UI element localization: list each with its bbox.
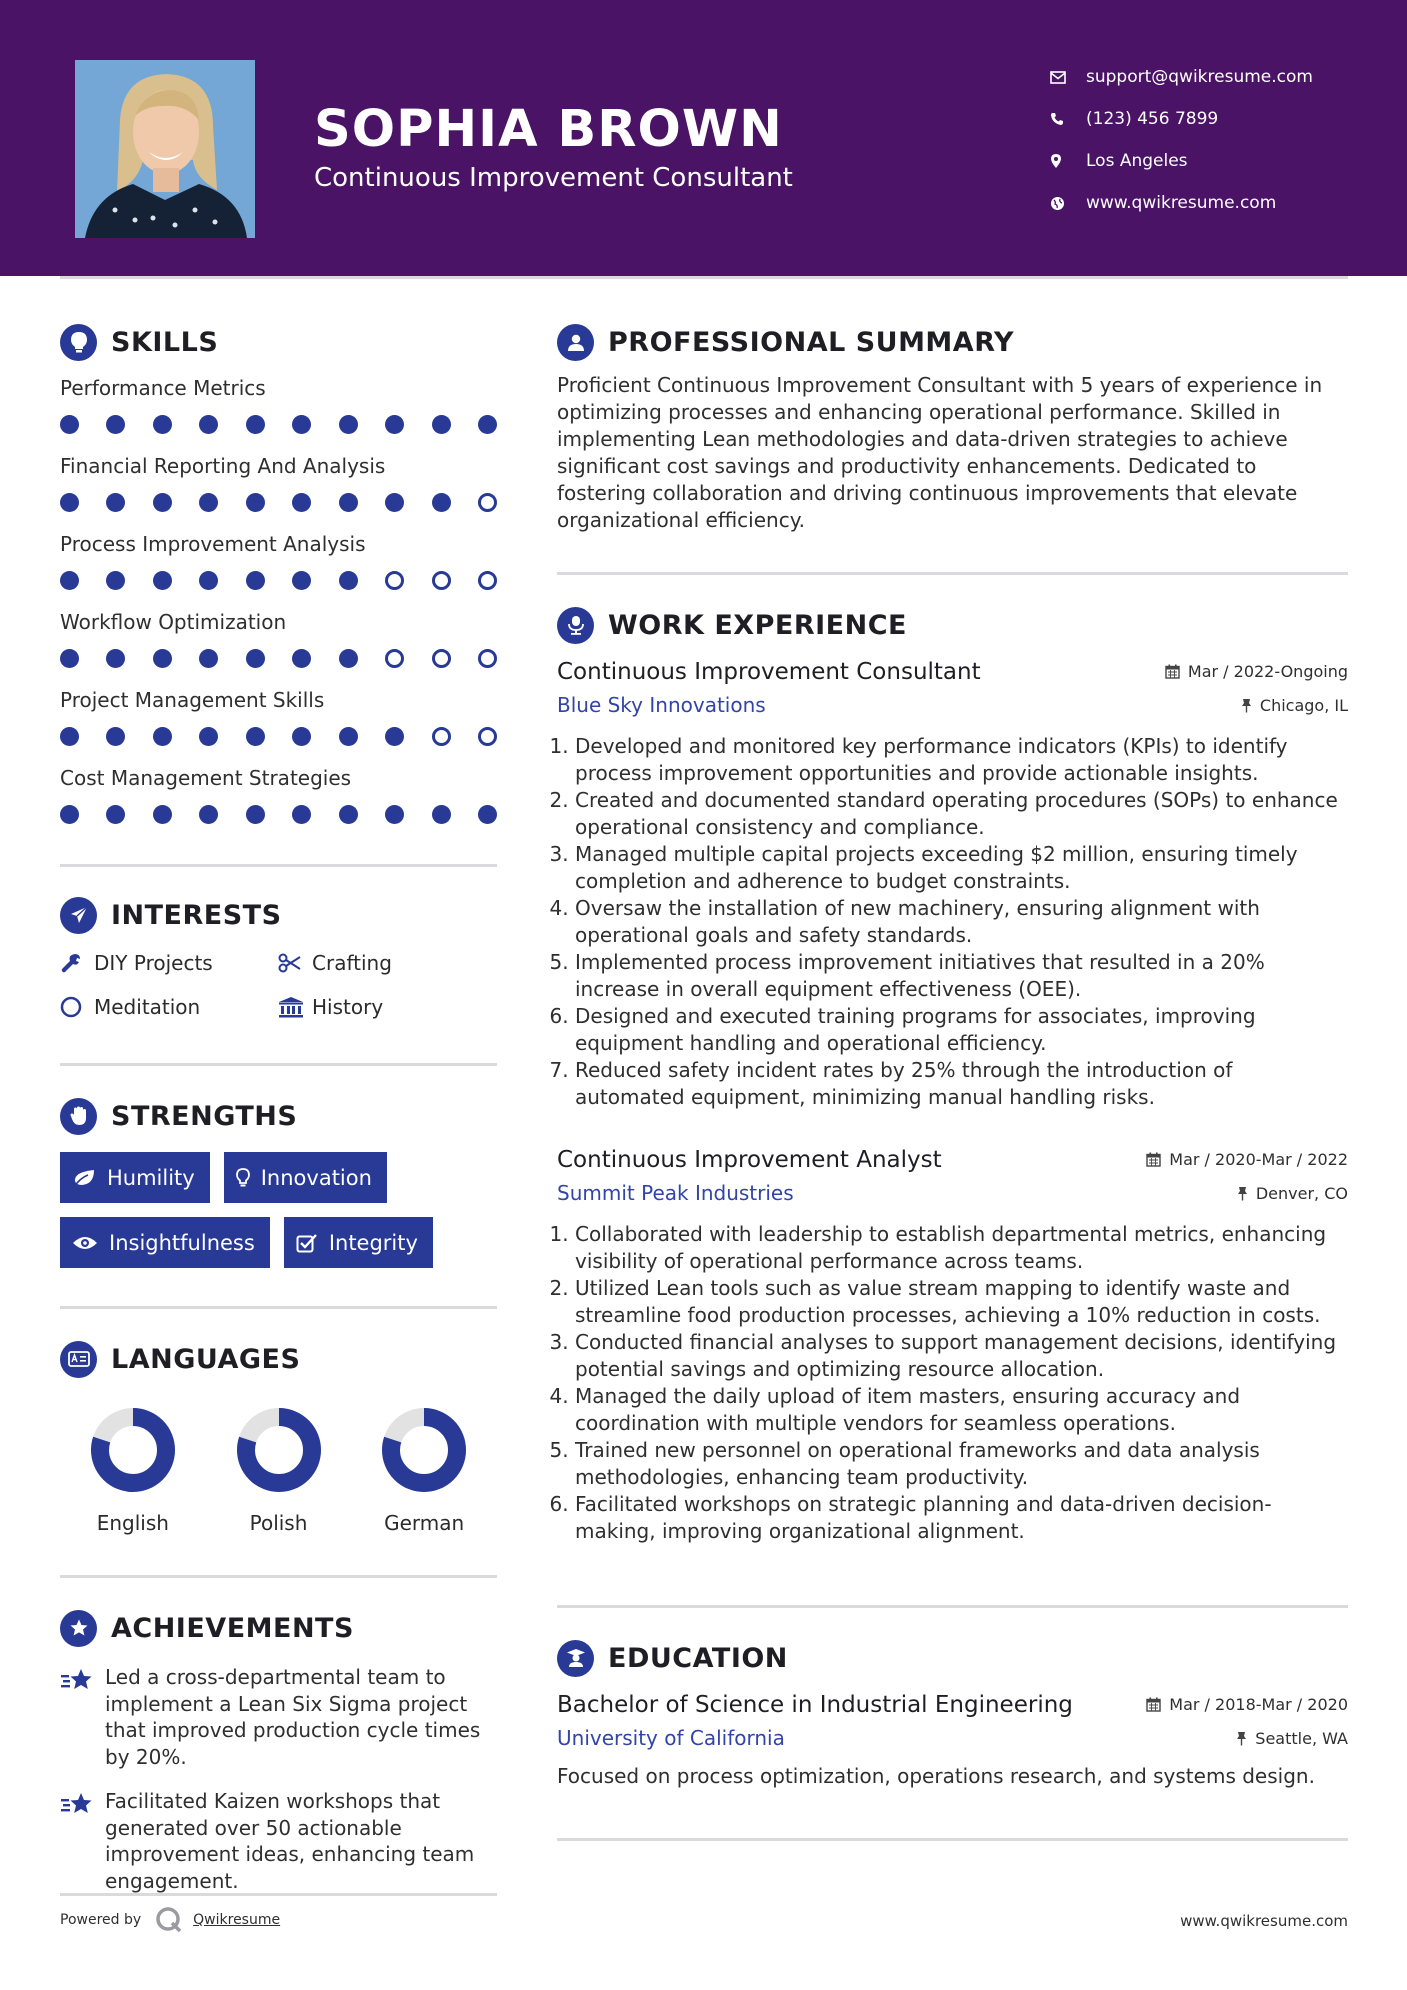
rating-dot-filled bbox=[339, 649, 358, 668]
language-name: English bbox=[96, 1511, 169, 1535]
candidate-title: Continuous Improvement Consultant bbox=[314, 163, 793, 193]
rating-dot-filled bbox=[199, 493, 218, 512]
job-location: Chicago, IL bbox=[1241, 696, 1348, 715]
phone-icon bbox=[1050, 112, 1086, 126]
rating-dot-filled bbox=[432, 805, 451, 824]
skill-rating bbox=[60, 722, 497, 750]
job-bullet: 3. Managed multiple capital projects exceeding $2 million, ensuring timely completion and adherence to budget constraints. bbox=[575, 841, 1348, 895]
rating-dot-empty bbox=[478, 727, 497, 746]
skill-rating bbox=[60, 644, 497, 672]
rating-dot-filled bbox=[106, 571, 125, 590]
rating-dot-filled bbox=[292, 727, 311, 746]
rating-dot-filled bbox=[339, 727, 358, 746]
experience-heading: WORK EXPERIENCE bbox=[557, 603, 1348, 647]
company-name: Summit Peak Industries bbox=[557, 1181, 794, 1205]
calendar-icon bbox=[1146, 1697, 1161, 1712]
wrench-icon bbox=[60, 952, 94, 974]
rating-dot-filled bbox=[199, 415, 218, 434]
rating-dot-filled bbox=[153, 415, 172, 434]
rating-dot-filled bbox=[339, 415, 358, 434]
skill-name: Project Management Skills bbox=[60, 688, 325, 712]
rating-dot-empty bbox=[432, 649, 451, 668]
rating-dot-filled bbox=[432, 415, 451, 434]
section-divider bbox=[60, 1575, 497, 1578]
job-bullet: 3. Conducted financial analyses to support management decisions, identifying potential savings and optimizing resource allocation. bbox=[575, 1329, 1348, 1383]
rating-dot-filled bbox=[60, 649, 79, 668]
interests-list bbox=[60, 949, 497, 1021]
education-dates: Mar / 2018-Mar / 2020 bbox=[1146, 1695, 1348, 1714]
rating-dot-empty bbox=[432, 571, 451, 590]
language-item bbox=[60, 1407, 206, 1535]
rating-dot-filled bbox=[106, 805, 125, 824]
graduate-icon bbox=[557, 1640, 594, 1677]
job-dates: Mar / 2022-Ongoing bbox=[1165, 662, 1348, 681]
section-divider bbox=[557, 1605, 1348, 1608]
skill-name: Performance Metrics bbox=[60, 376, 266, 400]
rating-dot-filled bbox=[385, 727, 404, 746]
profile-photo bbox=[75, 60, 255, 238]
skill-name: Workflow Optimization bbox=[60, 610, 287, 634]
header-divider bbox=[60, 276, 1348, 279]
education-heading: EDUCATION bbox=[557, 1636, 1348, 1680]
star-badge-icon bbox=[60, 1610, 97, 1647]
powered-by: Powered by Qwikresume bbox=[60, 1906, 280, 1934]
strength-tag: Integrity bbox=[284, 1217, 433, 1268]
skill-name: Financial Reporting And Analysis bbox=[60, 454, 386, 478]
language-item bbox=[351, 1407, 497, 1535]
job-bullet: 7. Reduced safety incident rates by 25% through the introduction of automated equipment, minimizing manual handling risks. bbox=[575, 1057, 1348, 1111]
skill-rating bbox=[60, 410, 497, 438]
skill-name: Cost Management Strategies bbox=[60, 766, 352, 790]
section-divider bbox=[557, 572, 1348, 575]
job-title: Continuous Improvement Analyst bbox=[557, 1147, 942, 1173]
leaf-icon bbox=[72, 1168, 96, 1188]
footer bbox=[60, 1894, 1348, 1934]
rating-dot-filled bbox=[199, 649, 218, 668]
rating-dot-filled bbox=[153, 571, 172, 590]
strength-tags bbox=[60, 1152, 497, 1268]
rating-dot-empty bbox=[432, 727, 451, 746]
rating-dot-filled bbox=[60, 805, 79, 824]
rating-dot-filled bbox=[60, 727, 79, 746]
rating-dot-filled bbox=[478, 805, 497, 824]
job-bullet: 6. Facilitated workshops on strategic planning and data-driven decision-making, improving organizational alignment. bbox=[575, 1491, 1348, 1545]
job-dates: Mar / 2020-Mar / 2022 bbox=[1146, 1150, 1348, 1169]
rating-dot-filled bbox=[246, 649, 265, 668]
rating-dot-filled bbox=[199, 805, 218, 824]
circle-icon bbox=[60, 996, 94, 1018]
rating-dot-filled bbox=[153, 649, 172, 668]
right-column bbox=[557, 320, 1348, 1841]
footer-website[interactable]: www.qwikresume.com bbox=[1180, 1912, 1348, 1930]
rating-dot-filled bbox=[339, 571, 358, 590]
rating-dot-filled bbox=[106, 415, 125, 434]
rating-dot-filled bbox=[385, 415, 404, 434]
job-bullet: 2. Created and documented standard operating procedures (SOPs) to enhance operational consistency and compliance. bbox=[575, 787, 1348, 841]
map-pin-icon bbox=[1050, 153, 1086, 169]
section-divider bbox=[60, 1063, 497, 1066]
rating-dot-filled bbox=[292, 649, 311, 668]
qwikresume-link[interactable]: Qwikresume bbox=[193, 1912, 281, 1928]
job-entry bbox=[557, 659, 1348, 1111]
rating-dot-filled bbox=[199, 571, 218, 590]
pushpin-icon bbox=[1241, 698, 1252, 713]
job-bullets bbox=[557, 733, 1348, 1111]
lightbulb-icon bbox=[60, 324, 97, 361]
checkbox-icon bbox=[296, 1233, 318, 1253]
job-bullet: 4. Managed the daily upload of item masters, ensuring accuracy and coordination with multiple vendors for seamless operations. bbox=[575, 1383, 1348, 1437]
strengths-heading: STRENGTHS bbox=[60, 1094, 497, 1138]
language-donut bbox=[90, 1407, 176, 1493]
rating-dot-filled bbox=[339, 805, 358, 824]
rating-dot-empty bbox=[478, 649, 497, 668]
job-bullets bbox=[557, 1221, 1348, 1545]
rating-dot-filled bbox=[60, 571, 79, 590]
rating-dot-filled bbox=[60, 493, 79, 512]
job-entry bbox=[557, 1147, 1348, 1545]
achievement-item: Led a cross-departmental team to implement a Lean Six Sigma project that improved production cycle times by 20%. bbox=[60, 1664, 497, 1770]
skills-list bbox=[60, 376, 497, 828]
education-description: Focused on process optimization, operations research, and systems design. bbox=[557, 1764, 1315, 1788]
rating-dot-filled bbox=[385, 493, 404, 512]
rating-dot-filled bbox=[292, 571, 311, 590]
envelope-icon bbox=[1050, 71, 1086, 84]
shooting-star-icon bbox=[60, 1788, 105, 1894]
strength-tag: Insightfulness bbox=[60, 1217, 270, 1268]
user-icon bbox=[557, 324, 594, 361]
rating-dot-filled bbox=[478, 415, 497, 434]
interest-item: History bbox=[278, 993, 496, 1021]
skill-rating bbox=[60, 800, 497, 828]
rating-dot-filled bbox=[106, 727, 125, 746]
job-bullet: 5. Implemented process improvement initiatives that resulted in a 20% increase in overall equipment effectiveness (OEE). bbox=[575, 949, 1348, 1003]
rating-dot-filled bbox=[292, 415, 311, 434]
language-card-icon bbox=[60, 1341, 97, 1378]
contact-website[interactable]: www.qwikresume.com bbox=[1050, 182, 1313, 224]
job-bullet: 2. Utilized Lean tools such as value stream mapping to identify waste and streamline food production processes, achieving a 10% reduction in costs. bbox=[575, 1275, 1348, 1329]
interests-heading: INTERESTS bbox=[60, 893, 497, 937]
rating-dot-filled bbox=[199, 727, 218, 746]
rating-dot-filled bbox=[153, 727, 172, 746]
strength-tag: Humility bbox=[60, 1152, 210, 1203]
scissors-icon bbox=[278, 953, 312, 973]
rating-dot-filled bbox=[246, 727, 265, 746]
summary-heading: PROFESSIONAL SUMMARY bbox=[557, 320, 1348, 364]
language-name: Polish bbox=[249, 1511, 308, 1535]
rating-dot-filled bbox=[246, 805, 265, 824]
contact-list bbox=[1050, 56, 1313, 224]
rating-dot-empty bbox=[385, 571, 404, 590]
rating-dot-filled bbox=[153, 805, 172, 824]
calendar-icon bbox=[1165, 664, 1180, 679]
section-divider bbox=[60, 864, 497, 867]
summary-text: Proficient Continuous Improvement Consultant with 5 years of experience in optimizing processes and enhancing operational performance. Skilled in implementing Lean methodologies and data-driven strategies to achieve significant cost savings and productivity enhancements. Dedicated to fostering collaboration and driving continuous improvements that elevate organizational efficiency. bbox=[557, 373, 1323, 532]
rating-dot-filled bbox=[339, 493, 358, 512]
job-title: Continuous Improvement Consultant bbox=[557, 659, 981, 685]
hand-icon bbox=[60, 1098, 97, 1135]
job-location: Denver, CO bbox=[1237, 1184, 1348, 1203]
section-divider bbox=[60, 1306, 497, 1309]
qwikresume-logo-icon bbox=[155, 1906, 183, 1934]
job-bullet: 6. Designed and executed training programs for associates, improving equipment handling and operational efficiency. bbox=[575, 1003, 1348, 1057]
contact-location: Los Angeles bbox=[1050, 140, 1313, 182]
interest-item: DIY Projects bbox=[60, 949, 278, 977]
rating-dot-filled bbox=[246, 493, 265, 512]
rating-dot-filled bbox=[106, 649, 125, 668]
paper-plane-icon bbox=[60, 897, 97, 934]
rating-dot-filled bbox=[60, 415, 79, 434]
shooting-star-icon bbox=[60, 1664, 105, 1770]
job-bullet: 4. Oversaw the installation of new machinery, ensuring alignment with operational goals and safety standards. bbox=[575, 895, 1348, 949]
pushpin-icon bbox=[1237, 1186, 1248, 1201]
education-entry bbox=[557, 1692, 1348, 1788]
language-item bbox=[206, 1407, 352, 1535]
rating-dot-filled bbox=[292, 805, 311, 824]
degree-title: Bachelor of Science in Industrial Engineering bbox=[557, 1692, 1073, 1718]
languages-list bbox=[60, 1407, 497, 1535]
language-donut bbox=[381, 1407, 467, 1493]
skill-rating bbox=[60, 488, 497, 516]
job-bullet: 5. Trained new personnel on operational frameworks and data analysis methodologies, enhancing team productivity. bbox=[575, 1437, 1348, 1491]
rating-dot-filled bbox=[153, 493, 172, 512]
job-bullet: 1. Collaborated with leadership to establish departmental metrics, enhancing visibility of operational performance across teams. bbox=[575, 1221, 1348, 1275]
pushpin-icon bbox=[1236, 1731, 1247, 1746]
school-name: University of California bbox=[557, 1726, 785, 1750]
interest-item: Meditation bbox=[60, 993, 278, 1021]
language-donut bbox=[236, 1407, 322, 1493]
interest-item: Crafting bbox=[278, 949, 496, 977]
skill-rating bbox=[60, 566, 497, 594]
bank-icon bbox=[278, 996, 312, 1018]
languages-heading: LANGUAGES bbox=[60, 1337, 497, 1381]
skills-heading: SKILLS bbox=[60, 320, 497, 364]
company-name: Blue Sky Innovations bbox=[557, 693, 766, 717]
section-divider bbox=[557, 1838, 1348, 1841]
candidate-name: SOPHIA BROWN bbox=[314, 100, 783, 159]
rating-dot-filled bbox=[106, 493, 125, 512]
left-column bbox=[60, 320, 497, 1894]
globe-icon bbox=[1050, 196, 1086, 211]
rating-dot-empty bbox=[478, 493, 497, 512]
resume-header bbox=[0, 0, 1407, 276]
language-name: German bbox=[384, 1511, 465, 1535]
rating-dot-empty bbox=[478, 571, 497, 590]
rating-dot-filled bbox=[246, 415, 265, 434]
rating-dot-filled bbox=[292, 493, 311, 512]
lightbulb-icon bbox=[236, 1168, 250, 1188]
podium-icon bbox=[557, 607, 594, 644]
education-location: Seattle, WA bbox=[1236, 1729, 1348, 1748]
job-bullet: 1. Developed and monitored key performance indicators (KPIs) to identify process improvement opportunities and provide actionable insights. bbox=[575, 733, 1348, 787]
strength-tag: Innovation bbox=[224, 1152, 387, 1203]
rating-dot-filled bbox=[385, 805, 404, 824]
rating-dot-filled bbox=[246, 571, 265, 590]
calendar-icon bbox=[1146, 1152, 1161, 1167]
rating-dot-filled bbox=[432, 493, 451, 512]
achievements-heading: ACHIEVEMENTS bbox=[60, 1606, 497, 1650]
rating-dot-empty bbox=[385, 649, 404, 668]
achievement-item: Facilitated Kaizen workshops that generated over 50 actionable improvement ideas, enhancing team engagement. bbox=[60, 1788, 497, 1894]
contact-email[interactable]: support@qwikresume.com bbox=[1050, 56, 1313, 98]
contact-phone[interactable]: (123) 456 7899 bbox=[1050, 98, 1313, 140]
eye-icon bbox=[72, 1235, 98, 1251]
skill-name: Process Improvement Analysis bbox=[60, 532, 366, 556]
